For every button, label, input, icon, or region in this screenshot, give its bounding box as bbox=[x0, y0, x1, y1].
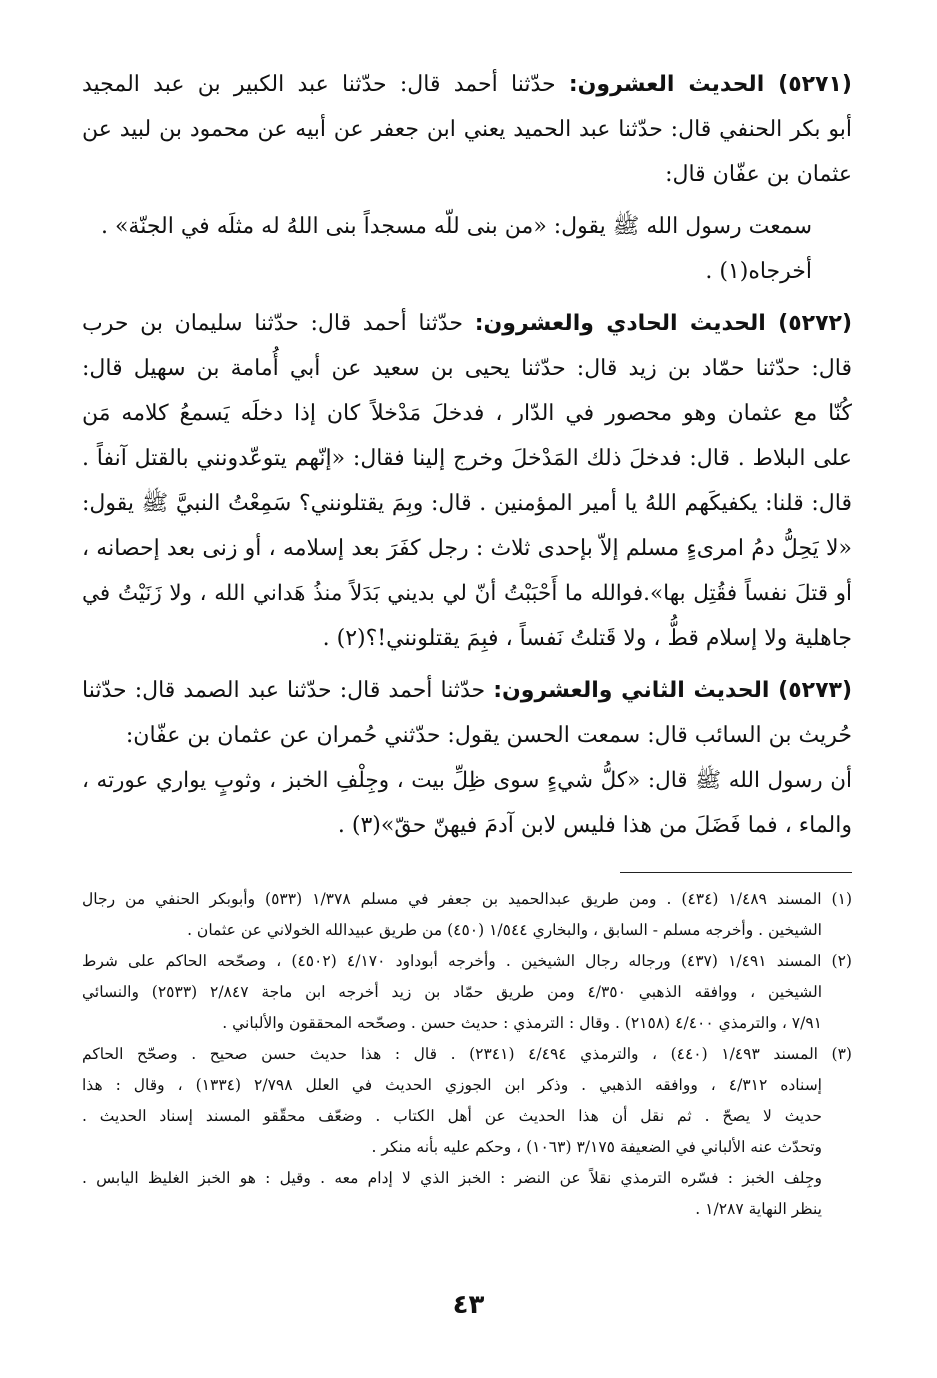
footnote-1-line-1: (١) المسند ١/٤٨٩ (٤٣٤) . ومن طريق عبدالحميد بن جعفر في مسلم ١/٣٧٨ (٥٣٣) وأبوبكر الحنفي من رجال bbox=[82, 890, 852, 908]
hadith-5272-line-2: قال: حدّثنا حمّاد بن زيد قال: حدّثنا يحيى بن سعيد عن أبي أُمامة بن سهيل قال: bbox=[82, 356, 852, 381]
hadith-5272-line-1: (٥٢٧٢) الحديث الحادي والعشرون: حدّثنا أحمد قال: حدّثنا سليمان بن حرب bbox=[82, 311, 852, 336]
main-text bbox=[82, 62, 852, 848]
footnote-3-line-3: حديث لا يصحّ . ثم نقل أن هذا الحديث عن أهل الكتاب . وضعّف محقّقو المسند إسناد الحديث . bbox=[82, 1107, 822, 1125]
footnote-3-line-6: ينظر النهاية ١/٢٨٧ . bbox=[695, 1200, 822, 1218]
footnotes bbox=[82, 884, 852, 1225]
footnote-divider bbox=[620, 872, 852, 873]
hadith-5272-line-4: على البلاط . قال: فدخلَ ذلك المَدْخلَ وخرج إلينا فقال: «إنّهم يتوعّدونني بالقتل آنفاً . bbox=[82, 446, 852, 471]
hadith-5272-line-5: قال: قلنا: يكفيكَهم اللهُ يا أمير المؤمنين . قال: وبِمَ يقتلونني؟ سَمِعْتُ النبيَّ ﷺ يقول: bbox=[82, 491, 852, 516]
hadith-5272-line-7: أو قتلَ نفساً فقُتِل بها».فوالله ما أَحْبَبْتُ أنّ لي بديني بَدَلاً منذُ هَداني الله ، ولا زَنَيْتُ في bbox=[82, 581, 852, 606]
hadith-5271-line-1: (٥٢٧١) الحديث العشرون: حدّثنا أحمد قال: حدّثنا عبد الكبير بن عبد المجيد bbox=[82, 72, 852, 97]
hadith-5273-line-4: والماء ، فما فَضَلَ من هذا فليس لابن آدمَ فيهنّ حقّ»(٣) . bbox=[337, 813, 852, 838]
hadith-5271-line-5: أخرجاه(١) . bbox=[705, 259, 812, 284]
hadith-5273-line-1: (٥٢٧٣) الحديث الثاني والعشرون: حدّثنا أحمد قال: حدّثنا عبد الصمد قال: حدّثنا bbox=[82, 678, 852, 703]
hadith-5271-heading: (٥٢٧١) الحديث العشرون: bbox=[568, 72, 852, 97]
footnote-3-line-2: إسناده ٤/٣١٢ ، ووافقه الذهبي . وذكر ابن الجوزي الحديث في العلل ٢/٧٩٨ (١٣٣٤) ، وقال : هذا bbox=[82, 1076, 822, 1094]
hadith-5273-line-2: حُريث بن السائب قال: سمعت الحسن يقول: حدّثني حُمران عن عثمان بن عفّان: bbox=[125, 723, 852, 748]
hadith-5271-line-4: سمعت رسول الله ﷺ يقول: «من بنى للّه مسجداً بنى اللهُ له مثلَه في الجنّة» . bbox=[100, 214, 812, 239]
footnote-3-line-1: (٣) المسند ١/٤٩٣ (٤٤٠) ، والترمذي ٤/٤٩٤ (٢٣٤١) . قال : هذا حديث حسن صحيح . وصحّح الحاكم bbox=[82, 1045, 852, 1063]
hadith-5273-heading: (٥٢٧٣) الحديث الثاني والعشرون: bbox=[493, 678, 852, 703]
footnote-1-line-2: الشيخين . وأخرجه مسلم - السابق ، والبخاري ١/٥٤٤ (٤٥٠) من طريق عبيدالله الخولاني عن عثمان . bbox=[187, 921, 822, 939]
hadith-5271-line-2: أبو بكر الحنفي قال: حدّثنا عبد الحميد يعني ابن جعفر عن أبيه عن محمود بن لبيد عن bbox=[82, 117, 852, 142]
hadith-5271-line-3: عثمان بن عفّان قال: bbox=[665, 162, 852, 187]
footnote-3-line-5: وجِلف الخبز : فسّره الترمذي نقلاً عن النضر : الخبز الذي لا إدام معه . وقيل : هو الخبز الغليظ اليابس . bbox=[82, 1169, 822, 1187]
footnote-2-line-1: (٢) المسند ١/٤٩١ (٤٣٧) ورجاله رجال الشيخين . وأخرجه أبوداود ٤/١٧٠ (٤٥٠٢) ، وصحّحه الحاكم على شرط bbox=[82, 952, 852, 970]
footnote-2-line-3: ٧/٩١ ، والترمذي ٤/٤٠٠ (٢١٥٨) . وقال : الترمذي : حديث حسن . وصحّحه المحققون والألباني . bbox=[222, 1014, 822, 1032]
hadith-5272-line-6: «لا يَحِلُّ دمُ امرىءٍ مسلم إلاّ بإحدى ثلاث : رجل كفَرَ بعد إسلامه ، أو زنى بعد إحصانه ، bbox=[82, 536, 852, 561]
hadith-5273-line-3: أن رسول الله ﷺ قال: «كلُّ شيءٍ سوى ظِلِّ بيت ، وجِلْفِ الخبز ، وثوبٍ يواري عورته ، bbox=[82, 768, 852, 793]
hadith-5272-line-8: جاهلية ولا إسلام قطُّ ، ولا قَتلتُ نَفساً ، فبِمَ يقتلونني!؟(٢) . bbox=[322, 626, 852, 651]
footnote-3-line-4: وتحدّث عنه الألباني في الضعيفة ٣/١٧٥ (١٠٦٣) ، وحكم عليه بأنه منكر . bbox=[371, 1138, 822, 1156]
footnote-2-line-2: الشيخين ، ووافقه الذهبي ٤/٣٥٠ ومن طريق حمّاد بن زيد أخرجه ابن ماجة ٢/٨٤٧ (٢٥٣٣) والنسائي bbox=[82, 983, 822, 1001]
page-number: ٤٣ bbox=[452, 1290, 485, 1320]
hadith-5272-heading: (٥٢٧٢) الحديث الحادي والعشرون: bbox=[474, 311, 852, 336]
hadith-5272-line-3: كُنّا مع عثمان وهو محصور في الدّار ، فدخلَ مَدْخلاً كان إذا دخلَه يَسمعُ كلامه مَن bbox=[82, 401, 852, 426]
